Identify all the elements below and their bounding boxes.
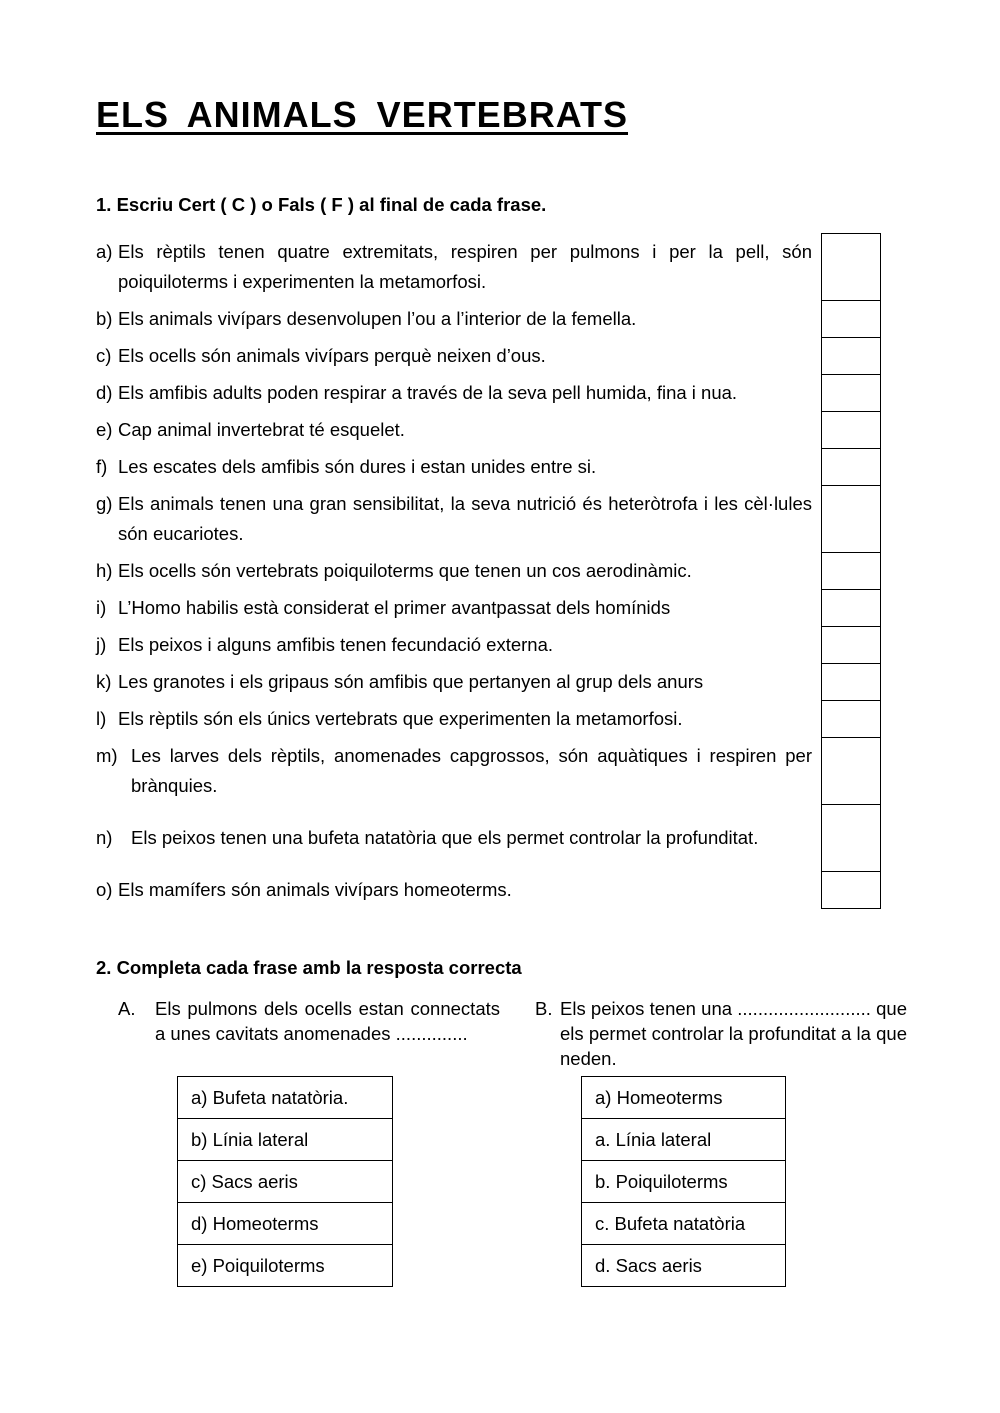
statement-row <box>96 872 881 909</box>
statement-text: Cap animal invertebrat té esquelet. <box>118 419 405 440</box>
statement-row <box>96 627 881 664</box>
true-false-table <box>96 233 881 909</box>
statement-label: n) <box>96 827 113 848</box>
statement-row <box>96 412 881 449</box>
statement-label: h) <box>96 560 113 581</box>
answer-box[interactable] <box>822 701 881 738</box>
question-2b-text: Els peixos tenen una .......................... que els permet controlar la profunditat a la que neden. <box>560 998 907 1069</box>
statement-label: k) <box>96 671 112 692</box>
statement-label: b) <box>96 308 113 329</box>
statement-text: Els peixos i alguns amfibis tenen fecundació externa. <box>118 634 554 655</box>
option-item[interactable]: d) Homeoterms <box>178 1203 393 1245</box>
statement-text: Els amfibis adults poden respirar a través de la seva pell humida, fina i nua. <box>118 382 738 403</box>
statement-text: Els peixos tenen una bufeta natatòria que els permet controlar la profunditat. <box>131 827 759 848</box>
question-2b-label: B. <box>535 998 553 1019</box>
statement-text: Les granotes i els gripaus són amfibis que pertanyen al grup dels anurs <box>118 671 704 692</box>
answer-box[interactable] <box>822 805 881 872</box>
statement-row <box>96 338 881 375</box>
option-item[interactable]: d. Sacs aeris <box>582 1245 786 1287</box>
statement-row <box>96 486 881 553</box>
statement-label: c) <box>96 345 112 366</box>
option-item[interactable]: a) Homeoterms <box>582 1077 786 1119</box>
answer-box[interactable] <box>822 338 881 375</box>
answer-box[interactable] <box>822 627 881 664</box>
statement-text: Els ocells són vertebrats poiquiloterms que tenen un cos aerodinàmic. <box>118 560 692 581</box>
statement-text: Els mamífers són animals vivípars homeoterms. <box>118 879 512 900</box>
statement-label: l) <box>96 708 107 729</box>
statement-text: Els animals tenen una gran sensibilitat, la seva nutrició és heteròtrofa i les cèl·lules són eucariotes. <box>118 493 812 544</box>
statement-row <box>96 375 881 412</box>
statement-row <box>96 234 881 301</box>
statement-label: a) <box>96 241 113 262</box>
question-2b-options <box>581 1076 786 1287</box>
answer-box[interactable] <box>822 486 881 553</box>
statement-text: Les larves dels rèptils, anomenades capgrossos, són aquàtiques i respiren per brànquies. <box>131 745 812 796</box>
option-item[interactable]: b) Línia lateral <box>178 1119 393 1161</box>
option-item[interactable]: b. Poiquiloterms <box>582 1161 786 1203</box>
option-item[interactable]: a) Bufeta natatòria. <box>178 1077 393 1119</box>
question-2a-options <box>177 1076 393 1287</box>
statement-row <box>96 805 881 872</box>
statement-label: f) <box>96 456 108 477</box>
question-1-heading: 1. Escriu Cert ( C ) o Fals ( F ) al final de cada frase. <box>96 194 547 215</box>
statement-text: Els rèptils tenen quatre extremitats, respiren per pulmons i per la pell, són poiquiloterms i experimenten la metamorfosi. <box>118 241 812 292</box>
statement-row <box>96 701 881 738</box>
statement-row <box>96 738 881 805</box>
answer-box[interactable] <box>822 553 881 590</box>
answer-box[interactable] <box>822 738 881 805</box>
statement-row <box>96 590 881 627</box>
answer-box[interactable] <box>822 664 881 701</box>
statement-text: Els ocells són animals vivípars perquè neixen d’ous. <box>118 345 546 366</box>
page-title: ELS ANIMALS VERTEBRATS <box>96 94 629 135</box>
statement-text: L’Homo habilis està considerat el primer avantpassat dels homínids <box>118 597 671 618</box>
answer-box[interactable] <box>822 590 881 627</box>
statement-label: e) <box>96 419 113 440</box>
statement-text: Els animals vivípars desenvolupen l’ou a l’interior de la femella. <box>118 308 637 329</box>
question-2b <box>535 996 907 1071</box>
statement-text: Els rèptils són els únics vertebrats que experimenten la metamorfosi. <box>118 708 683 729</box>
statement-row <box>96 553 881 590</box>
question-2a <box>118 996 500 1046</box>
option-item[interactable]: e) Poiquiloterms <box>178 1245 393 1287</box>
statement-label: m) <box>96 745 118 766</box>
answer-box[interactable] <box>822 234 881 301</box>
question-2-heading: 2. Completa cada frase amb la resposta correcta <box>96 957 522 978</box>
statement-row <box>96 664 881 701</box>
question-2a-label: A. <box>118 998 136 1019</box>
answer-box[interactable] <box>822 449 881 486</box>
answer-box[interactable] <box>822 872 881 909</box>
option-item[interactable]: c. Bufeta natatòria <box>582 1203 786 1245</box>
answer-box[interactable] <box>822 301 881 338</box>
statement-row <box>96 449 881 486</box>
statement-label: i) <box>96 597 107 618</box>
option-item[interactable]: a. Línia lateral <box>582 1119 786 1161</box>
answer-box[interactable] <box>822 375 881 412</box>
answer-box[interactable] <box>822 412 881 449</box>
statement-label: d) <box>96 382 113 403</box>
statement-label: g) <box>96 493 113 514</box>
question-2a-text: Els pulmons dels ocells estan connectats a unes cavitats anomenades .............. <box>155 998 500 1044</box>
statement-label: o) <box>96 879 113 900</box>
statement-text: Les escates dels amfibis són dures i estan unides entre si. <box>118 456 597 477</box>
statement-label: j) <box>96 634 107 655</box>
statement-row <box>96 301 881 338</box>
option-item[interactable]: c) Sacs aeris <box>178 1161 393 1203</box>
